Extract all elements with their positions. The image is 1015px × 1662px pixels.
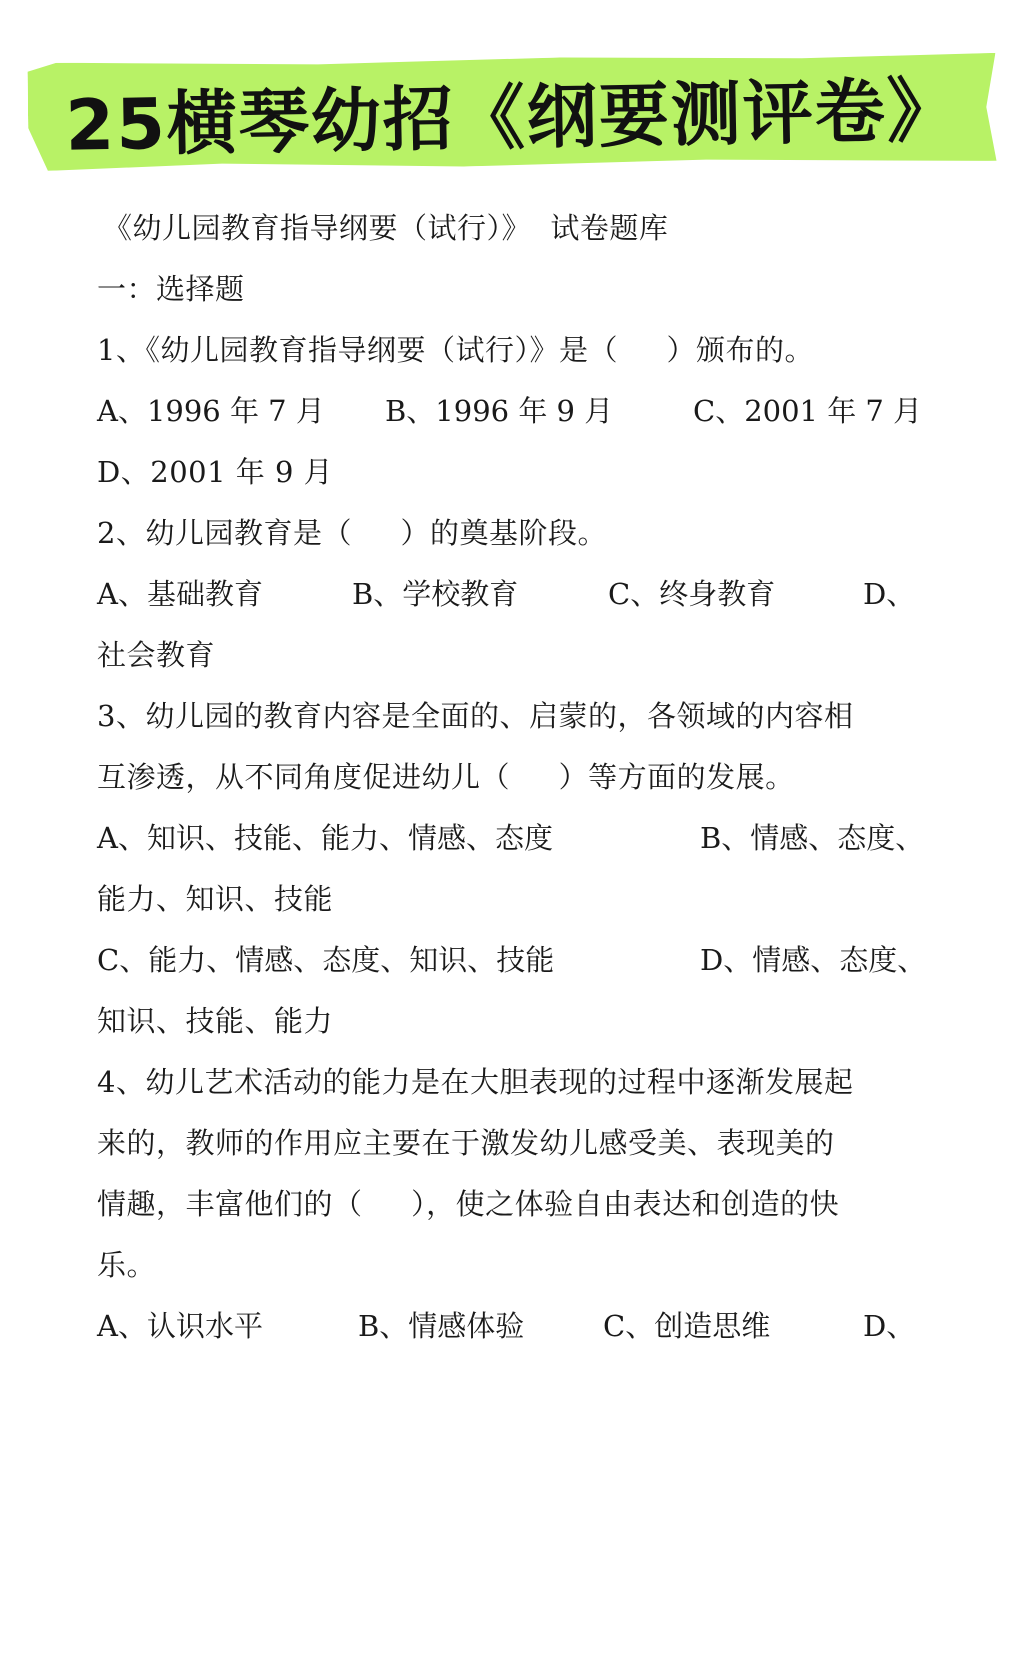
option-d: D、 [863, 1309, 916, 1343]
question-4-line-3: 情趣，丰富他们的（ ），使之体验自由表达和创造的快 [97, 1187, 840, 1221]
question-3-options-cd [97, 930, 937, 991]
option-d: D、 [863, 577, 916, 611]
option-b: B、学校教育 [352, 577, 519, 611]
option-c: C、创造思维 [603, 1309, 771, 1343]
page-title: 25横琴幼招《纲要测评卷》 [64, 68, 960, 167]
option-b: B、情感、态度、 [700, 821, 925, 855]
question-1: 1、《幼儿园教育指导纲要（试行）》是（ ）颁布的。 [97, 333, 815, 367]
question-4-line-4: 乐。 [97, 1248, 157, 1282]
option-b-continued: 能力、知识、技能 [97, 882, 334, 916]
option-a: A、知识、技能、能力、情感、态度 [97, 821, 553, 855]
option-b: B、情感体验 [358, 1309, 525, 1343]
question-3-line-1: 3、幼儿园的教育内容是全面的、启蒙的，各领域的内容相 [97, 699, 854, 733]
question-2-options [97, 564, 937, 625]
option-a: A、认识水平 [97, 1309, 263, 1343]
option-d-continued: 社会教育 [97, 638, 216, 672]
option-c: C、终身教育 [608, 577, 776, 611]
document-body [97, 198, 937, 1357]
question-1-options [97, 381, 937, 442]
option-a: A、基础教育 [97, 577, 263, 611]
question-3-options-ab [97, 808, 937, 869]
option-a: A、1996 年 7 月 [97, 394, 325, 428]
question-4-options [97, 1296, 937, 1357]
option-c: C、能力、情感、态度、知识、技能 [97, 943, 555, 977]
option-c: C、2001 年 7 月 [693, 394, 923, 428]
question-4-line-1: 4、幼儿艺术活动的能力是在大胆表现的过程中逐渐发展起 [97, 1065, 854, 1099]
question-4-line-2: 来的，教师的作用应主要在于激发幼儿感受美、表现美的 [97, 1126, 835, 1160]
option-d: D、情感、态度、 [700, 943, 927, 977]
option-d-continued: 知识、技能、能力 [97, 1004, 334, 1038]
section-title: 一：选择题 [97, 272, 245, 306]
question-2: 2、幼儿园教育是（ ）的奠基阶段。 [97, 516, 608, 550]
option-b: B、1996 年 9 月 [385, 394, 614, 428]
question-3-line-2: 互渗透，从不同角度促进幼儿（ ）等方面的发展。 [97, 760, 795, 794]
document-heading: 《幼儿园教育指导纲要（试行）》 试卷题库 [103, 211, 669, 245]
option-d: D、2001 年 9 月 [97, 455, 334, 489]
